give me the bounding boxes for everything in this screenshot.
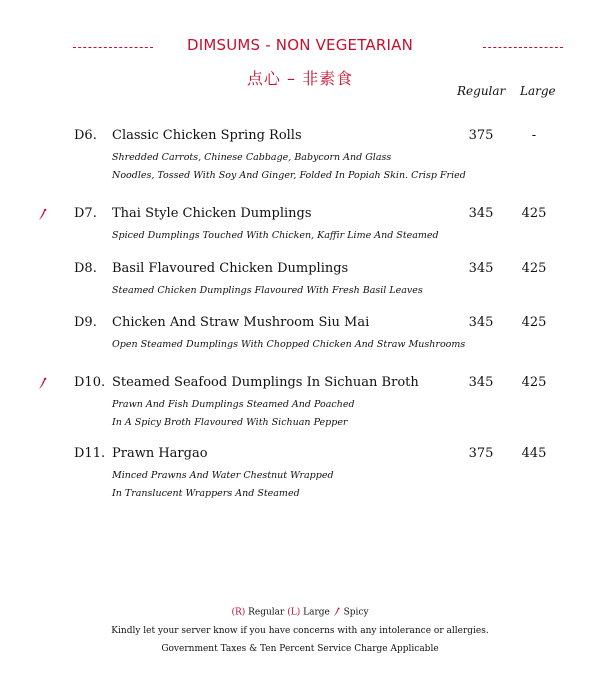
item-price-regular: 345 [468,206,494,221]
item-price-regular: 375 [468,128,494,143]
item-code: D7. [74,206,97,221]
chili-spicy-icon [38,377,48,390]
title-rule-right [483,47,563,48]
item-description [112,396,355,432]
legend-large-marker: (L) [287,607,301,618]
chili-spicy-icon [333,607,341,617]
item-price-regular: 345 [468,375,494,390]
item-description-line: In A Spicy Broth Flavoured With Sichuan Pepper [112,417,348,428]
item-name: Chicken And Straw Mushroom Siu Mai [112,315,370,330]
item-code: D8. [74,261,97,276]
item-description [112,227,439,245]
item-description-line: Minced Prawns And Water Chestnut Wrapped [112,470,334,481]
item-code: D10. [74,375,106,390]
item-description-line: Prawn And Fish Dumplings Steamed And Poached [112,399,355,410]
item-description-line: In Translucent Wrappers And Steamed [112,488,300,499]
legend-regular-marker: (R) [231,607,246,618]
item-description-line: Spiced Dumplings Touched With Chicken, Kaffir Lime And Steamed [112,230,439,241]
item-price-large: 425 [521,315,547,330]
item-name: Thai Style Chicken Dumplings [112,206,312,221]
item-description [112,336,465,354]
item-name: Steamed Seafood Dumplings In Sichuan Broth [112,375,419,390]
item-price-large: - [531,128,537,143]
item-price-regular: 345 [468,261,494,276]
chili-spicy-icon [38,208,48,221]
legend-regular-label: Regular [248,607,285,618]
legend-large-label: Large [303,607,330,618]
item-code: D11. [74,446,106,461]
item-description-line: Noodles, Tossed With Soy And Ginger, Folded In Popiah Skin. Crisp Fried [112,170,466,181]
item-description [112,467,334,503]
section-title: DIMSUMS - NON VEGETARIAN [186,36,414,54]
item-description [112,149,466,185]
item-price-large: 425 [521,261,547,276]
item-price-regular: 375 [468,446,494,461]
item-price-large: 445 [521,446,547,461]
item-price-large: 425 [521,375,547,390]
legend-spicy-label: Spicy [343,607,369,618]
item-description-line: Steamed Chicken Dumplings Flavoured With Fresh Basil Leaves [112,285,423,296]
item-description [112,282,423,300]
item-price-large: 425 [521,206,547,221]
item-name: Classic Chicken Spring Rolls [112,128,302,143]
column-header-large: Large [520,84,556,98]
allergy-note: Kindly let your server know if you have concerns with any intolerance or allergies. [111,626,489,636]
item-description-line: Open Steamed Dumplings With Chopped Chicken And Straw Mushrooms [112,339,466,350]
item-name: Prawn Hargao [112,446,208,461]
item-name: Basil Flavoured Chicken Dumplings [112,261,349,276]
column-header-regular: Regular [457,84,506,98]
section-subtitle-chinese: 点心 – 非素食 [246,69,354,88]
item-description-line: Shredded Carrots, Chinese Cabbage, Babycorn And Glass [112,152,392,163]
item-code: D6. [74,128,97,143]
legend [0,607,600,618]
tax-note: Government Taxes & Ten Percent Service Charge Applicable [161,644,439,654]
item-code: D9. [74,315,97,330]
item-price-regular: 345 [468,315,494,330]
